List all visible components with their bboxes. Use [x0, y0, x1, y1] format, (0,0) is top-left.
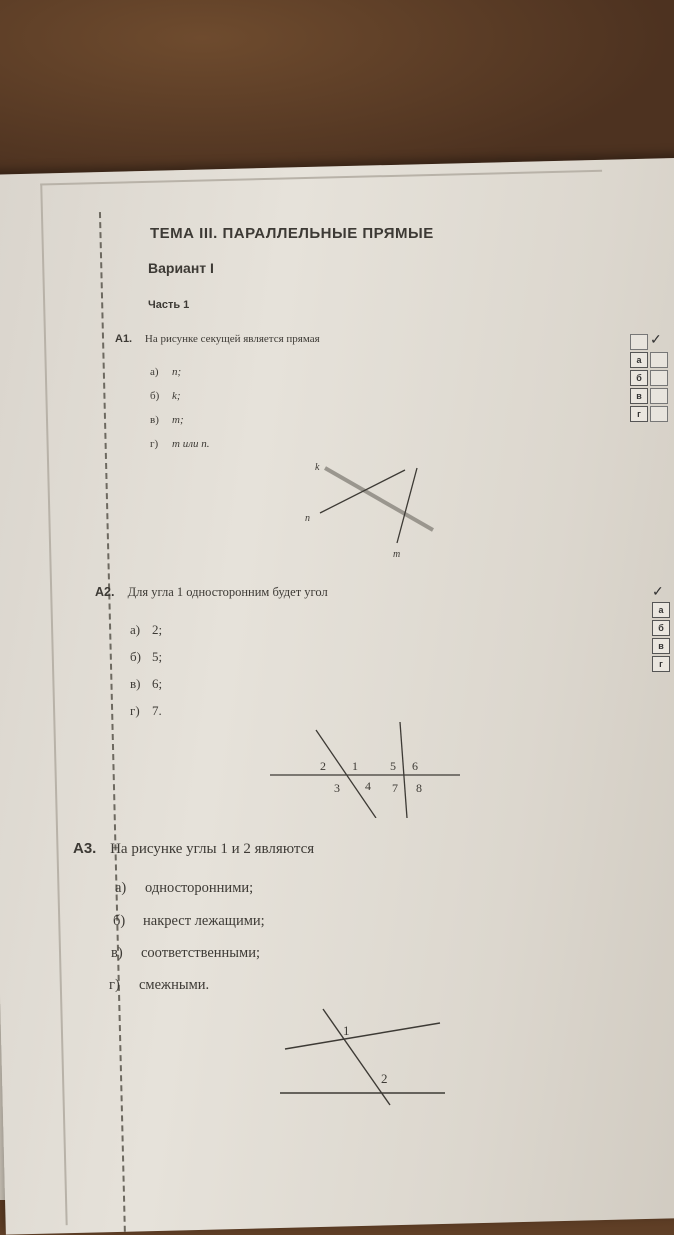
answer-cell-c[interactable]: в [630, 388, 648, 404]
line-k [325, 468, 433, 530]
angle-label-1: 1 [352, 759, 358, 773]
angle-label-1: 1 [343, 1023, 350, 1038]
option-a1-d: г) m или n. [150, 438, 210, 450]
answer-cell-b[interactable]: б [630, 370, 648, 386]
figure-a3-angles [275, 1005, 475, 1115]
question-a3 [73, 840, 314, 858]
option-a2-d: г) 7. [130, 703, 162, 718]
question-text: На рисунке углы 1 и 2 являются [110, 841, 315, 857]
question-number: А1. [115, 333, 133, 345]
answer-box-a2 [652, 586, 670, 672]
option-a2-a: а) 2; [130, 622, 163, 637]
option-a3-d: г) смежными. [109, 977, 210, 993]
label-n: n [305, 513, 310, 524]
angle-label-5: 5 [390, 759, 396, 773]
answer-blank [650, 370, 668, 386]
answer-blank [650, 352, 668, 368]
answer-blank [630, 334, 648, 350]
line-diagonal [316, 730, 376, 818]
line-m [397, 468, 417, 543]
answer-blank [650, 406, 668, 422]
option-a2-b: б) 5; [130, 649, 163, 664]
answer-cell-a[interactable]: а [652, 602, 670, 618]
question-a1 [115, 333, 320, 345]
option-a1-a: а) n; [150, 366, 182, 378]
check-icon: ✓ [652, 585, 664, 600]
option-a1-c: в) m; [150, 414, 184, 426]
variant-heading: Вариант I [148, 260, 214, 276]
part-heading: Часть 1 [148, 299, 190, 311]
angle-label-3: 3 [334, 781, 340, 795]
line-vertical [400, 722, 407, 818]
angle-label-7: 7 [392, 781, 398, 795]
angle-label-2: 2 [381, 1071, 388, 1086]
answer-cell-a[interactable]: а [630, 352, 648, 368]
angle-label-8: 8 [416, 781, 422, 795]
line-transversal [323, 1009, 390, 1105]
option-a3-c: в) соответственными; [111, 945, 260, 961]
answer-cell-d[interactable]: г [652, 656, 670, 672]
page-title: ТЕМА III. ПАРАЛЛЕЛЬНЫЕ ПРЯМЫЕ [150, 225, 434, 242]
angle-label-6: 6 [412, 759, 418, 773]
answer-cell-b[interactable]: б [652, 620, 670, 636]
question-number: А2. [95, 585, 115, 599]
label-k: k [315, 462, 320, 473]
question-a2 [95, 585, 328, 600]
check-icon: ✓ [650, 333, 662, 348]
option-a3-a: а) односторонними; [115, 880, 254, 896]
option-a2-c: в) 6; [130, 676, 163, 691]
angle-label-4: 4 [365, 779, 371, 793]
answer-blank [650, 388, 668, 404]
question-number: А3. [73, 840, 97, 857]
question-text: На рисунке секущей является прямая [144, 333, 320, 345]
figure-a1-lines [295, 458, 445, 563]
answer-box-a1 [630, 334, 668, 422]
figure-a2-angles [268, 718, 468, 818]
line-top [285, 1023, 440, 1049]
question-text: Для угла 1 односторонним будет угол [127, 585, 328, 599]
option-a3-b: б) накрест лежащими; [113, 913, 265, 929]
angle-label-2: 2 [320, 759, 326, 773]
answer-cell-c[interactable]: в [652, 638, 670, 654]
option-a1-b: б) k; [150, 390, 181, 402]
label-m: m [393, 549, 401, 560]
answer-cell-d[interactable]: г [630, 406, 648, 422]
